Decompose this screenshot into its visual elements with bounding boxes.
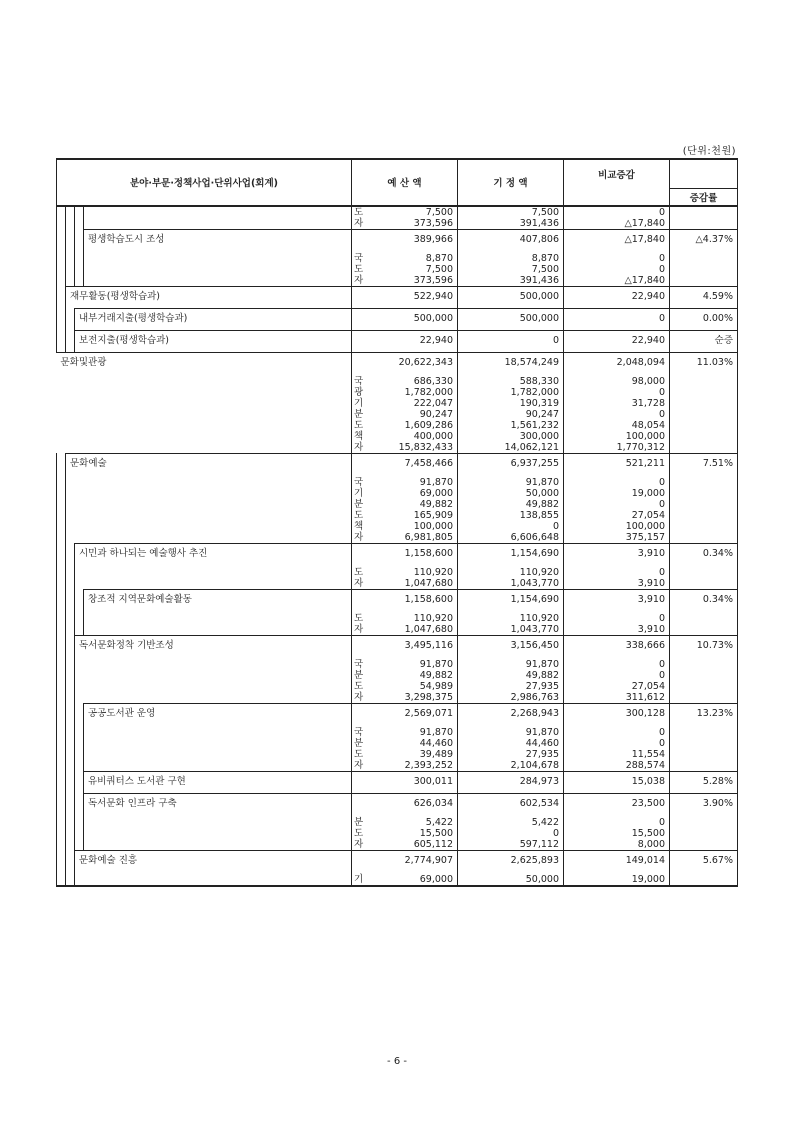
fund-source: 도: [354, 566, 364, 578]
sub-prev: 110,920: [519, 612, 559, 624]
sub-budget: 373,596: [413, 274, 453, 286]
sub-prev: 391,436: [519, 217, 559, 229]
row-diff: 22,940: [631, 290, 665, 302]
sub-diff: 27,054: [631, 509, 665, 521]
table-row: [57, 453, 738, 543]
sub-budget: 69,000: [419, 487, 453, 499]
fund-source: 분: [354, 816, 364, 828]
row-name: 평생학습도시 조성: [88, 233, 165, 245]
row-rate: 0.00%: [702, 312, 733, 324]
sub-budget: 90,247: [419, 408, 453, 420]
row-diff: 23,500: [631, 797, 665, 809]
sub-diff: 375,157: [625, 531, 665, 543]
fund-source: 책: [354, 520, 364, 532]
table-row: [57, 703, 738, 771]
sub-diff: 0: [658, 498, 665, 510]
sub-prev: 0: [552, 520, 559, 532]
fund-source: 자: [354, 217, 364, 229]
table-body: [57, 206, 738, 886]
sub-prev: 50,000: [525, 873, 559, 885]
sub-prev: 49,882: [525, 669, 559, 681]
row-rate: 0.34%: [702, 593, 733, 605]
row-name: [84, 207, 351, 218]
sub-diff: 3,910: [637, 623, 665, 635]
sub-budget: 91,870: [419, 658, 453, 670]
row-prev: 500,000: [519, 290, 559, 302]
row-diff: 22,940: [631, 334, 665, 346]
fund-source: 국: [354, 726, 364, 738]
sub-prev: 300,000: [519, 430, 559, 442]
sub-prev: 5,422: [531, 816, 559, 828]
row-name: 내부거래지출(평생학습과): [79, 312, 188, 324]
row-budget: 389,966: [413, 233, 453, 245]
sub-diff: 0: [658, 206, 665, 218]
sub-budget: 7,500: [425, 263, 453, 275]
header-name: 분야·부문·정책사업·단위사업(회계): [57, 159, 352, 206]
sub-prev: 7,500: [531, 206, 559, 218]
sub-budget: 110,920: [413, 612, 453, 624]
row-name: 시민과 하나되는 예술행사 추진: [79, 547, 208, 559]
sub-diff: 0: [658, 658, 665, 670]
row-prev: 2,625,893: [510, 854, 559, 866]
row-prev: 3,156,450: [510, 639, 559, 651]
sub-diff: 15,500: [631, 827, 665, 839]
row-prev: 500,000: [519, 312, 559, 324]
sub-budget: 15,832,433: [398, 441, 453, 453]
sub-diff: 19,000: [631, 873, 665, 885]
fund-source: 자: [354, 441, 364, 453]
row-rate: 13.23%: [696, 707, 733, 719]
fund-source: 자: [354, 838, 364, 850]
page-number: - 6 -: [387, 1056, 407, 1067]
row-rate: 순증: [714, 334, 733, 346]
row-name: 독서문화 인프라 구축: [88, 797, 177, 809]
sub-prev: 91,870: [525, 658, 559, 670]
header-budget: 예 산 액: [352, 159, 458, 206]
sub-prev: 91,870: [525, 476, 559, 488]
row-rate: 7.51%: [702, 457, 733, 469]
sub-prev: 27,935: [525, 680, 559, 692]
sub-diff: 19,000: [631, 487, 665, 499]
row-name: 창조적 지역문화예술활동: [88, 593, 192, 605]
sub-diff: 0: [658, 612, 665, 624]
sub-budget: 49,882: [419, 498, 453, 510]
sub-prev: 0: [552, 827, 559, 839]
row-prev: 6,937,255: [510, 457, 559, 469]
fund-source: 국: [354, 658, 364, 670]
sub-prev: 391,436: [519, 274, 559, 286]
row-budget: 22,940: [419, 334, 453, 346]
row-prev: 1,154,690: [510, 593, 559, 605]
row-name: 문화예술: [70, 457, 107, 469]
row-diff: 3,910: [637, 547, 665, 559]
header-diff: 비교증감: [564, 159, 670, 189]
row-diff: 300,128: [625, 707, 665, 719]
fund-source: 국: [354, 375, 364, 387]
row-diff: △17,840: [624, 233, 665, 245]
fund-source: 광: [354, 386, 364, 398]
row-rate: 4.59%: [702, 290, 733, 302]
sub-budget: 222,047: [413, 397, 453, 409]
row-budget: 300,011: [413, 775, 453, 787]
sub-budget: 49,882: [419, 669, 453, 681]
sub-budget: 8,870: [425, 252, 453, 264]
row-budget: 522,940: [413, 290, 453, 302]
table-row: [57, 330, 738, 352]
sub-budget: 373,596: [413, 217, 453, 229]
sub-budget: 5,422: [425, 816, 453, 828]
row-budget: 626,034: [413, 797, 453, 809]
row-prev: 1,154,690: [510, 547, 559, 559]
sub-prev: 190,319: [519, 397, 559, 409]
sub-prev: 91,870: [525, 726, 559, 738]
sub-diff: 0: [658, 726, 665, 738]
unit-label: (단위:천원): [682, 146, 736, 157]
sub-diff: 0: [658, 408, 665, 420]
sub-budget: 100,000: [413, 520, 453, 532]
fund-source: 분: [354, 408, 364, 420]
row-diff: 3,910: [637, 593, 665, 605]
sub-budget: 605,112: [413, 838, 453, 850]
sub-diff: 0: [658, 386, 665, 398]
row-budget: 2,774,907: [404, 854, 453, 866]
sub-budget: 15,500: [419, 827, 453, 839]
sub-budget: 3,298,375: [404, 691, 453, 703]
sub-diff: 27,054: [631, 680, 665, 692]
sub-diff: 3,910: [637, 577, 665, 589]
row-name: 독서문화정착 기반조성: [79, 639, 174, 651]
fund-source: 자: [354, 623, 364, 635]
row-name: 재무활동(평생학습과): [70, 290, 161, 302]
sub-prev: 110,920: [519, 566, 559, 578]
sub-prev: 2,104,678: [510, 759, 559, 771]
sub-prev: 138,855: [519, 509, 559, 521]
table-row: [57, 206, 738, 230]
sub-prev: 1,043,770: [510, 623, 559, 635]
sub-diff: 311,612: [625, 691, 665, 703]
sub-budget: 110,920: [413, 566, 453, 578]
table-row: [57, 850, 738, 886]
row-budget: 1,158,600: [404, 593, 453, 605]
fund-source: 책: [354, 430, 364, 442]
fund-source: 기: [354, 397, 364, 409]
sub-budget: 1,047,680: [404, 623, 453, 635]
fund-source: 도: [354, 612, 364, 624]
row-budget: 3,495,116: [404, 639, 453, 651]
row-name: 보전지출(평생학습과): [79, 334, 170, 346]
sub-prev: 6,606,648: [510, 531, 559, 543]
sub-prev: 8,870: [531, 252, 559, 264]
table-row: [57, 286, 738, 308]
sub-diff: △17,840: [624, 217, 665, 229]
table-row: [57, 589, 738, 635]
sub-diff: 0: [658, 669, 665, 681]
fund-source: 국: [354, 252, 364, 264]
sub-prev: 2,986,763: [510, 691, 559, 703]
row-diff: 149,014: [625, 854, 665, 866]
fund-source: 도: [354, 827, 364, 839]
row-name: 공공도서관 운영: [88, 707, 156, 719]
row-diff: 15,038: [631, 775, 665, 787]
fund-source: 분: [354, 669, 364, 681]
fund-source: 도: [354, 419, 364, 431]
sub-prev: 1,561,232: [510, 419, 559, 431]
sub-diff: 0: [658, 252, 665, 264]
header-rate: 증감률: [670, 189, 738, 206]
sub-diff: 11,554: [631, 748, 665, 760]
row-prev: 0: [552, 334, 559, 346]
row-diff: 521,211: [625, 457, 665, 469]
sub-budget: 1,609,286: [404, 419, 453, 431]
sub-diff: 1,770,312: [616, 441, 665, 453]
fund-source: 도: [354, 263, 364, 275]
sub-budget: 54,989: [419, 680, 453, 692]
table-row: [57, 635, 738, 703]
fund-source: 분: [354, 498, 364, 510]
row-diff: 338,666: [625, 639, 665, 651]
table-row: [57, 352, 738, 453]
row-diff: 0: [658, 312, 665, 324]
row-prev: 2,268,943: [510, 707, 559, 719]
row-rate: [670, 207, 737, 218]
row-name: 문화예술 진흥: [79, 854, 138, 866]
row-rate: 5.67%: [702, 854, 733, 866]
sub-diff: 31,728: [631, 397, 665, 409]
sub-budget: 400,000: [413, 430, 453, 442]
row-rate: 11.03%: [696, 356, 733, 368]
sub-prev: 27,935: [525, 748, 559, 760]
sub-budget: 39,489: [419, 748, 453, 760]
fund-source: 자: [354, 577, 364, 589]
fund-source: 도: [354, 680, 364, 692]
row-rate: 3.90%: [702, 797, 733, 809]
sub-budget: 91,870: [419, 476, 453, 488]
sub-prev: 7,500: [531, 263, 559, 275]
row-rate: 5.28%: [702, 775, 733, 787]
sub-budget: 44,460: [419, 737, 453, 749]
table-row: [57, 308, 738, 330]
table-row: [57, 543, 738, 589]
fund-source: 기: [354, 487, 364, 499]
header-prev: 기 정 액: [458, 159, 564, 206]
sub-diff: 0: [658, 737, 665, 749]
fund-source: 자: [354, 274, 364, 286]
sub-budget: 1,047,680: [404, 577, 453, 589]
row-budget: 500,000: [413, 312, 453, 324]
sub-prev: 1,043,770: [510, 577, 559, 589]
sub-budget: 91,870: [419, 726, 453, 738]
sub-prev: 90,247: [525, 408, 559, 420]
sub-prev: 14,062,121: [504, 441, 559, 453]
row-prev: 18,574,249: [504, 356, 559, 368]
fund-source: 자: [354, 759, 364, 771]
row-budget: 1,158,600: [404, 547, 453, 559]
fund-source: 도: [354, 206, 364, 218]
row-prev: 602,534: [519, 797, 559, 809]
row-name: 유비쿼터스 도서관 구현: [88, 775, 186, 787]
fund-source: 도: [354, 509, 364, 521]
row-name: 문화및관광: [60, 356, 107, 368]
sub-diff: 8,000: [637, 838, 665, 850]
row-prev: 284,973: [519, 775, 559, 787]
sub-prev: 50,000: [525, 487, 559, 499]
sub-diff: 0: [658, 263, 665, 275]
row-budget: 20,622,343: [398, 356, 453, 368]
sub-prev: 1,782,000: [510, 386, 559, 398]
table-row: [57, 229, 738, 286]
sub-diff: 100,000: [625, 430, 665, 442]
sub-diff: 0: [658, 476, 665, 488]
fund-source: 도: [354, 748, 364, 760]
sub-prev: 44,460: [525, 737, 559, 749]
sub-diff: 0: [658, 816, 665, 828]
sub-budget: 69,000: [419, 873, 453, 885]
row-rate: 0.34%: [702, 547, 733, 559]
sub-prev: 597,112: [519, 838, 559, 850]
sub-budget: 6,981,805: [404, 531, 453, 543]
sub-diff: 100,000: [625, 520, 665, 532]
sub-diff: 288,574: [625, 759, 665, 771]
sub-diff: 98,000: [631, 375, 665, 387]
row-prev: 407,806: [519, 233, 559, 245]
sub-diff: 48,054: [631, 419, 665, 431]
row-rate: △4.37%: [695, 233, 733, 245]
row-budget: 7,458,466: [404, 457, 453, 469]
row-diff: 2,048,094: [616, 356, 665, 368]
sub-prev: 588,330: [519, 375, 559, 387]
sub-budget: 165,909: [413, 509, 453, 521]
fund-source: 기: [354, 873, 364, 885]
sub-budget: 2,393,252: [404, 759, 453, 771]
sub-budget: 7,500: [425, 206, 453, 218]
row-rate: 10.73%: [696, 639, 733, 651]
sub-diff: △17,840: [624, 274, 665, 286]
sub-prev: 49,882: [525, 498, 559, 510]
budget-table: [56, 158, 738, 887]
fund-source: 국: [354, 476, 364, 488]
fund-source: 자: [354, 691, 364, 703]
sub-budget: 1,782,000: [404, 386, 453, 398]
sub-diff: 0: [658, 566, 665, 578]
sub-budget: 686,330: [413, 375, 453, 387]
row-budget: 2,569,071: [404, 707, 453, 719]
fund-source: 자: [354, 531, 364, 543]
fund-source: 분: [354, 737, 364, 749]
table-row: [57, 771, 738, 793]
table-row: [57, 793, 738, 850]
